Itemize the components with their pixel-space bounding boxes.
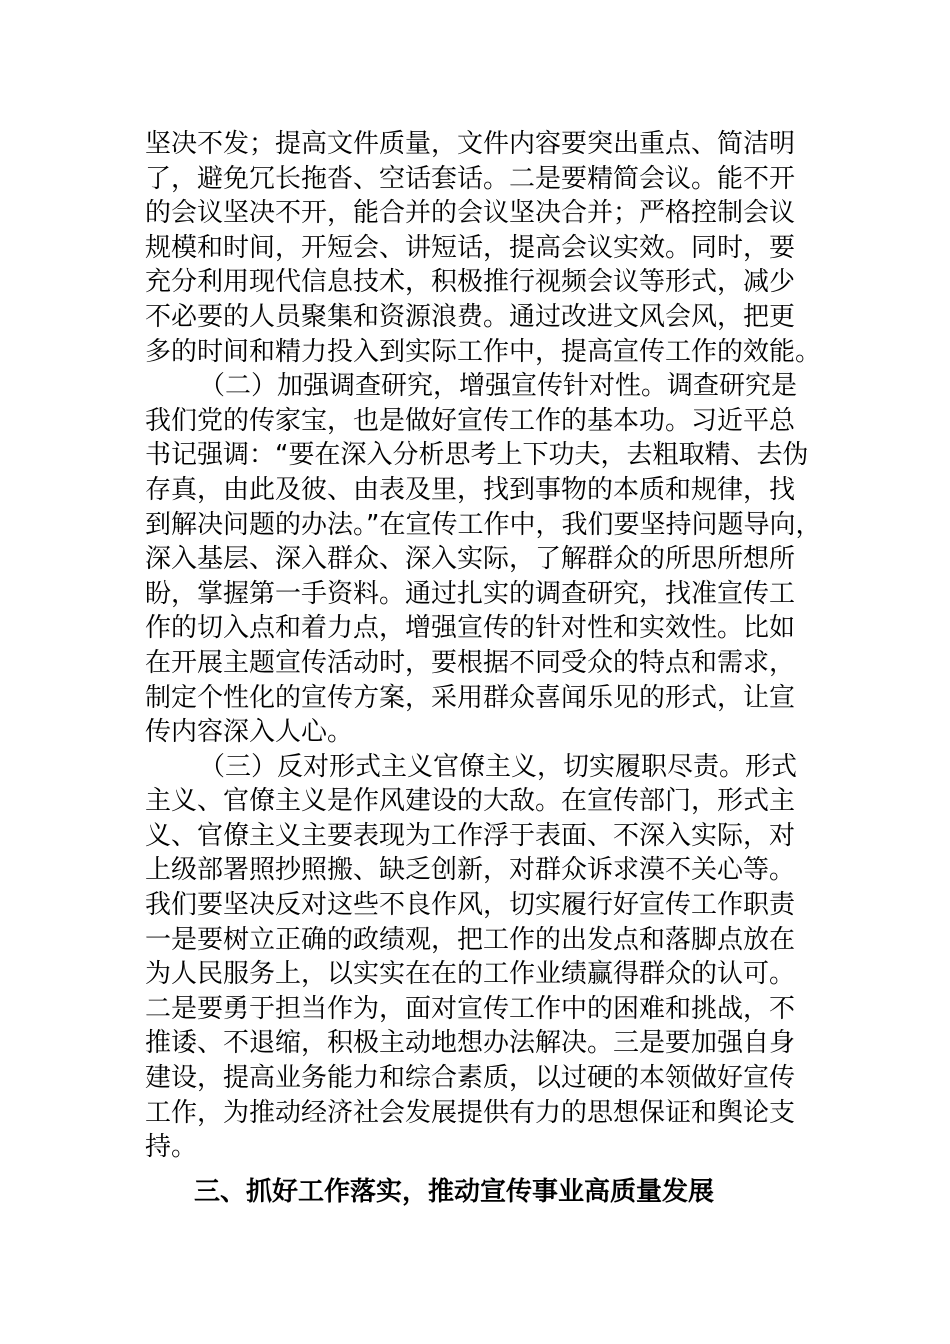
section-heading: 三、抓好工作落实，推动宣传事业高质量发展 [194, 1177, 715, 1207]
text-line: 充分利用现代信息技术，积极推行视频会议等形式，减少 [145, 267, 796, 298]
text-line: 传内容深入人心。 [145, 717, 354, 748]
text-line: 深入基层、深入群众、深入实际，了解群众的所思所想所 [145, 544, 796, 575]
text-line: 坚决不发；提高文件质量，文件内容要突出重点、简洁明 [145, 129, 796, 159]
text-line: 我们党的传家宝，也是做好宣传工作的基本功。习近平总 [145, 405, 796, 436]
text-line: 到解决问题的办法。”在宣传工作中，我们要坚持问题导向， [145, 509, 822, 540]
text-line: 作的切入点和着力点，增强宣传的针对性和实效性。比如 [145, 613, 796, 644]
text-line: 制定个性化的宣传方案，采用群众喜闻乐见的形式，让宣 [145, 682, 796, 713]
text-line: 盼，掌握第一手资料。通过扎实的调查研究，找准宣传工 [145, 578, 796, 609]
text-line: 建设，提高业务能力和综合素质，以过硬的本领做好宣传 [145, 1063, 796, 1094]
document-body [145, 127, 822, 1165]
text-line: 多的时间和精力投入到实际工作中，提高宣传工作的效能。 [145, 336, 822, 367]
text-line: 二是要勇于担当作为，面对宣传工作中的困难和挑战，不 [145, 993, 796, 1024]
text-line: 不必要的人员聚集和资源浪费。通过改进文风会风，把更 [145, 301, 796, 332]
text-line: 规模和时间，开短会、讲短话，提高会议实效。同时，要 [145, 232, 796, 263]
text-line: 推诿、不退缩，积极主动地想办法解决。三是要加强自身 [145, 1028, 796, 1059]
text-line: 的会议坚决不开，能合并的会议坚决合并；严格控制会议 [145, 198, 796, 229]
text-line: 书记强调：“要在深入分析思考上下功夫，去粗取精、去伪 [145, 440, 809, 471]
text-line: 为人民服务上，以实实在在的工作业绩赢得群众的认可。 [145, 959, 796, 990]
paragraph-start-line: （三）反对形式主义官僚主义，切实履职尽责。形式 [199, 751, 798, 782]
text-line: 存真，由此及彼、由表及里，找到事物的本质和规律，找 [145, 474, 796, 505]
text-line: 在开展主题宣传活动时，要根据不同受众的特点和需求， [145, 647, 796, 678]
text-line: 了，避免冗长拖沓、空话套话。二是要精简会议。能不开 [145, 163, 796, 194]
paragraph-start-line: （二）加强调查研究，增强宣传针对性。调查研究是 [199, 371, 798, 402]
text-line: 义、官僚主义主要表现为工作浮于表面、不深入实际，对 [145, 820, 796, 851]
text-line: 上级部署照抄照搬、缺乏创新，对群众诉求漠不关心等。 [145, 855, 796, 886]
text-line: 一是要树立正确的政绩观，把工作的出发点和落脚点放在 [145, 924, 796, 955]
text-line: 持。 [145, 1132, 198, 1163]
text-line: 主义、官僚主义是作风建设的大敌。在宣传部门，形式主 [145, 786, 796, 817]
text-line: 我们要坚决反对这些不良作风，切实履行好宣传工作职责 [145, 890, 796, 921]
text-line: 工作，为推动经济社会发展提供有力的思想保证和舆论支 [145, 1097, 796, 1128]
